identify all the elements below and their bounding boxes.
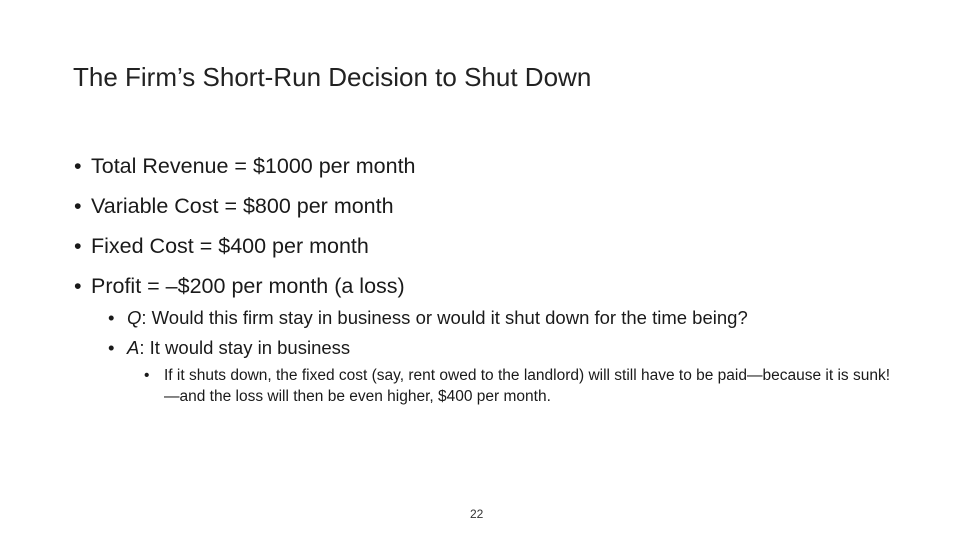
bullet-marker: • <box>144 367 150 384</box>
bullet-text: Profit = –$200 per month (a loss) <box>91 274 405 298</box>
bullet-marker: • <box>108 337 115 358</box>
sub-bullet-text <box>127 303 748 333</box>
main-bullet-list <box>74 146 416 306</box>
slide-title: The Firm’s Short-Run Decision to Shut Down <box>73 62 592 92</box>
detail-bullet-item <box>144 365 904 407</box>
bullet-marker: • <box>74 274 82 298</box>
bullet-item-profit <box>74 266 416 306</box>
bullet-marker: • <box>74 194 82 218</box>
answer-label: A <box>127 337 140 358</box>
sub-bullet-answer <box>108 333 748 363</box>
answer-text: : It would stay in business <box>139 337 351 358</box>
question-label: Q <box>127 307 142 328</box>
bullet-item-variable-cost <box>74 186 416 226</box>
sub-bullet-list <box>108 303 748 363</box>
bullet-text: Fixed Cost = $400 per month <box>91 234 369 258</box>
bullet-item-fixed-cost <box>74 226 416 266</box>
sub-bullet-question <box>108 303 748 333</box>
bullet-marker: • <box>108 307 115 328</box>
bullet-item-total-revenue <box>74 146 416 186</box>
bullet-marker: • <box>74 234 82 258</box>
bullet-marker: • <box>74 154 82 178</box>
question-text: : Would this firm stay in business or would it shut down for the time being? <box>141 307 748 328</box>
bullet-text: Variable Cost = $800 per month <box>91 194 394 218</box>
page-number: 22 <box>470 507 484 521</box>
detail-bullet-text: If it shuts down, the fixed cost (say, rent owed to the landlord) will still have to be paid—because it is sunk!—and the loss will then be even higher, $400 per month. <box>164 367 890 405</box>
bullet-text: Total Revenue = $1000 per month <box>91 154 416 178</box>
detail-bullet-list <box>144 365 904 407</box>
sub-bullet-text <box>127 333 350 363</box>
